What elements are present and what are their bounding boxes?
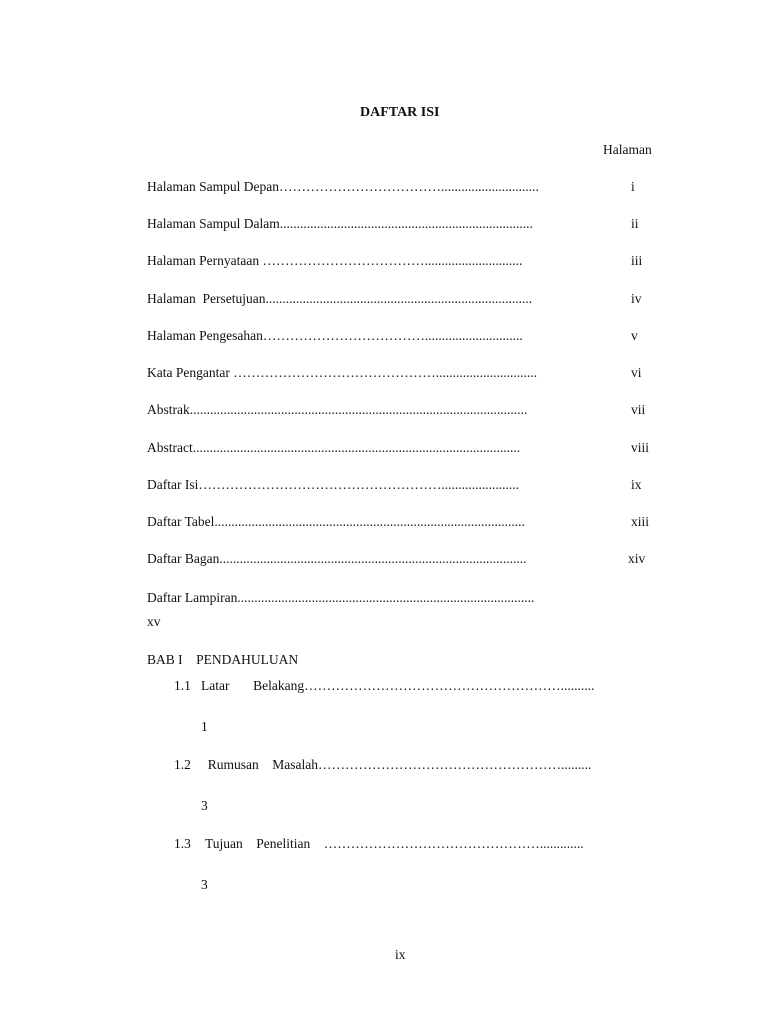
toc-entry — [147, 590, 534, 606]
toc-entry-label: Daftar Isi — [147, 477, 199, 492]
toc-entry-page: iii — [631, 253, 643, 268]
toc-entry-page: v — [631, 328, 638, 343]
dot-leader: ............................................................................................ — [214, 514, 525, 529]
dot-leader: ................................................................................................. — [192, 440, 521, 455]
section-entry — [205, 836, 584, 852]
dot-leader: ............................................................................... — [265, 291, 533, 306]
section-page: 1 — [201, 719, 208, 734]
section-number: 1.2 — [174, 757, 191, 772]
dot-leader: ........................................................................................... — [219, 551, 527, 566]
dot-leader: ………………………………............................. — [262, 328, 523, 343]
toc-entry-page: xiii — [631, 514, 650, 529]
toc-entry-label: Daftar Tabel — [147, 514, 215, 529]
dot-leader: ………………………………………………....................... — [198, 477, 519, 492]
toc-entry-label: Halaman Sampul Depan — [147, 179, 279, 194]
toc-entry — [147, 514, 525, 530]
toc-entry-label: Halaman Sampul Dalam — [147, 216, 280, 231]
dot-leader: ……………………………………….............................. — [233, 365, 537, 380]
dot-leader: ………………………………............................. — [278, 179, 539, 194]
section-entry — [201, 678, 594, 694]
section-number: 1.1 — [174, 678, 191, 693]
toc-entry-page: xiv — [628, 551, 646, 566]
toc-entry — [147, 402, 527, 418]
section-number: 1.3 — [174, 836, 191, 851]
toc-entry-page: xv — [147, 614, 161, 629]
dot-leader: …………………………………………............. — [323, 836, 584, 851]
toc-entry-page: ix — [631, 477, 642, 492]
section-title: Latar Belakang — [201, 678, 305, 693]
toc-entry-page: vi — [631, 365, 642, 380]
toc-entry-label: Daftar Lampiran — [147, 590, 238, 605]
toc-entry — [147, 253, 522, 269]
toc-entry-page: i — [631, 179, 635, 194]
toc-entry-page: viii — [631, 440, 650, 455]
section-entry — [201, 757, 591, 773]
toc-entry-label: Halaman Pengesahan — [147, 328, 263, 343]
section-page: 3 — [201, 877, 208, 892]
dot-leader: ………………………………………………….......... — [304, 678, 595, 693]
toc-entry-page: ii — [631, 216, 639, 231]
toc-entry-label: Abstrak — [147, 402, 190, 417]
toc-entry-label: Kata Pengantar — [147, 365, 234, 380]
toc-entry-page: iv — [631, 291, 642, 306]
dot-leader: ........................................................................... — [279, 216, 533, 231]
toc-entry — [147, 477, 519, 493]
section-title: Rumusan Masalah — [201, 757, 318, 772]
dot-leader: ........................................................................................ — [237, 590, 535, 605]
page-column-header: Halaman — [603, 142, 652, 157]
toc-entry-label: Daftar Bagan — [147, 551, 220, 566]
page-title: DAFTAR ISI — [360, 105, 440, 120]
toc-entry — [147, 291, 532, 307]
footer-page-number: ix — [395, 947, 406, 962]
toc-entry — [147, 551, 526, 567]
section-title: Tujuan Penelitian — [205, 836, 324, 851]
chapter-heading: BAB I PENDAHULUAN — [147, 652, 299, 667]
section-page: 3 — [201, 798, 208, 813]
toc-entry — [147, 216, 533, 232]
toc-entry-label: Halaman Pernyataan — [147, 253, 263, 268]
dot-leader: .................................................................................................... — [189, 402, 528, 417]
toc-entry — [147, 365, 537, 381]
dot-leader: ………………………………………………......... — [318, 757, 592, 772]
toc-entry — [147, 440, 520, 456]
toc-entry — [147, 328, 523, 344]
toc-entry — [147, 179, 539, 195]
dot-leader: ………………………………............................. — [262, 253, 523, 268]
toc-entry-page: vii — [631, 402, 646, 417]
toc-entry-label: Abstract — [147, 440, 193, 455]
toc-entry-label: Halaman Persetujuan — [147, 291, 266, 306]
